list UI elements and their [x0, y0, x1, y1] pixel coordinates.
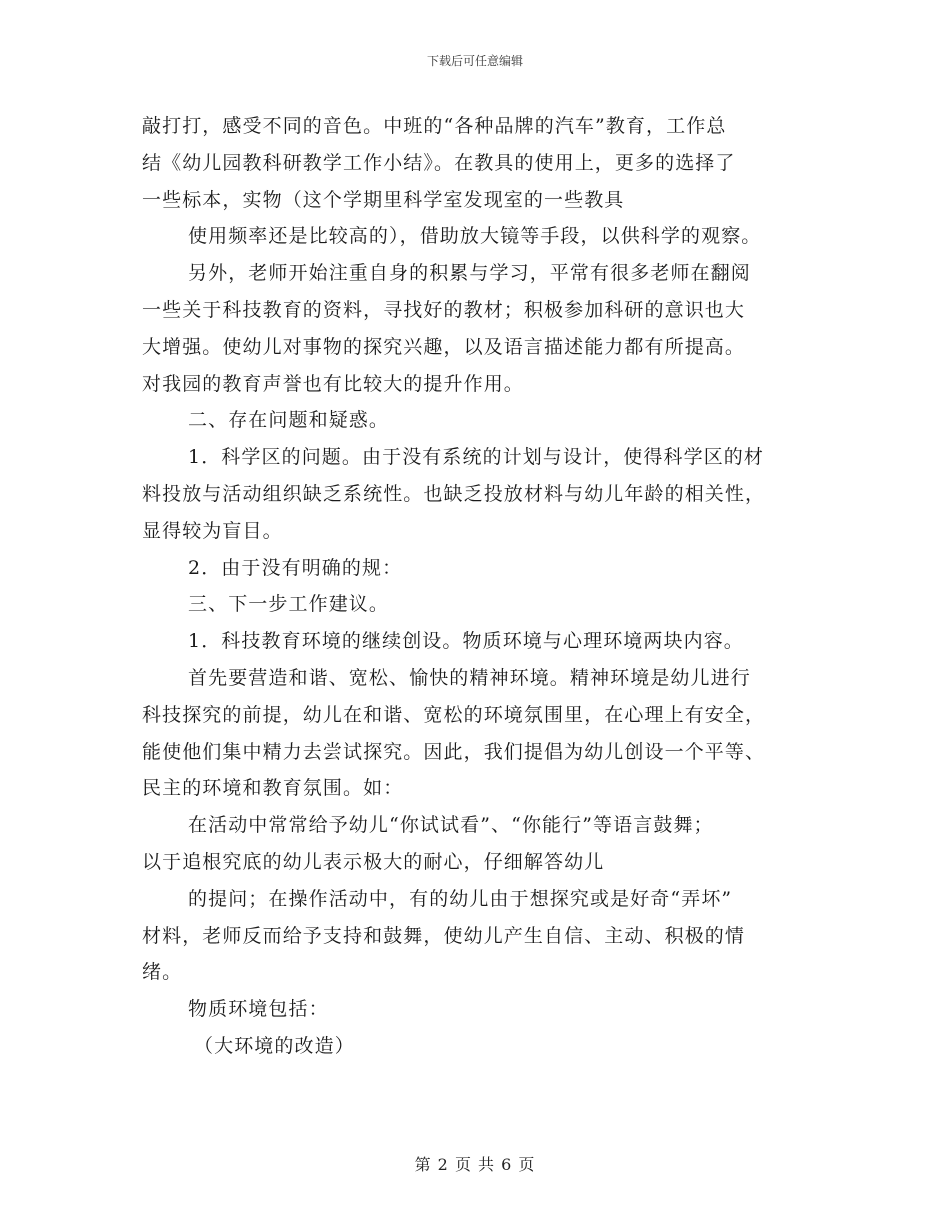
text-line: 民主的环境和教育氛围。如： — [142, 777, 404, 800]
section-heading: 三、下一步工作建议。 — [188, 593, 390, 616]
text-line: 结《幼儿园教科研教学工作小结》。在教具的使用上，更多的选择了 — [142, 151, 736, 174]
text-line: 材料，老师反而给予支持和鼓舞，使幼儿产生自信、主动、积极的情 — [142, 924, 746, 947]
page-header: 下载后可任意编辑 — [426, 54, 523, 68]
document-body — [142, 108, 812, 1065]
page-number: 第 2 页 共 6 页 — [414, 1155, 536, 1174]
text-line: 科技探究的前提，幼儿在和谐、宽松的环境氛围里，在心理上有安全， — [142, 703, 766, 726]
text-line: 在活动中常常给予幼儿“你试试看”、“你能行”等语言鼓舞； — [188, 814, 714, 837]
section-heading: 二、存在问题和疑惑。 — [188, 409, 390, 432]
text-line: 一些关于科技教育的资料，寻找好的教材；积极参加科研的意识也大 — [142, 298, 746, 321]
text-line: 首先要营造和谐、宽松、愉快的精神环境。精神环境是幼儿进行 — [188, 666, 751, 689]
text-line: 2．由于没有明确的规： — [188, 556, 403, 579]
text-line: 大增强。使幼儿对事物的探究兴趣，以及语言描述能力都有所提高。 — [142, 335, 746, 358]
text-line: 一些标本，实物（这个学期里科学室发现室的一些教具 — [142, 188, 625, 211]
text-line: 1．科学区的问题。由于没有系统的计划与设计，使得科学区的材 — [188, 446, 764, 469]
text-line: 另外，老师开始注重自身的积累与学习，平常有很多老师在翻阅 — [188, 262, 751, 285]
text-line: 物质环境包括： — [188, 998, 329, 1021]
text-line: （大环境的改造） — [194, 1034, 355, 1057]
text-line: 料投放与活动组织缺乏系统性。也缺乏投放材料与幼儿年龄的相关性， — [142, 482, 766, 505]
text-line: 对我园的教育声誉也有比较大的提升作用。 — [142, 372, 524, 395]
text-line: 1．科技教育环境的继续创设。物质环境与心理环境两块内容。 — [188, 630, 744, 653]
text-line: 的提问；在操作活动中，有的幼儿由于想探究或是好奇“弄坏” — [188, 887, 733, 910]
text-line: 绪。 — [142, 961, 183, 984]
text-line: 以于追根究底的幼儿表示极大的耐心，仔细解答幼儿 — [142, 850, 605, 873]
text-line: 敲打打，感受不同的音色。中班的“各种品牌的汽车”教育，工作总 — [142, 115, 727, 137]
text-line: 使用频率还是比较高的），借助放大镜等手段，以供科学的观察。 — [188, 225, 762, 248]
text-line: 能使他们集中精力去尝试探究。因此，我们提倡为幼儿创设一个平等、 — [142, 740, 766, 763]
text-line: 显得较为盲目。 — [142, 519, 283, 542]
